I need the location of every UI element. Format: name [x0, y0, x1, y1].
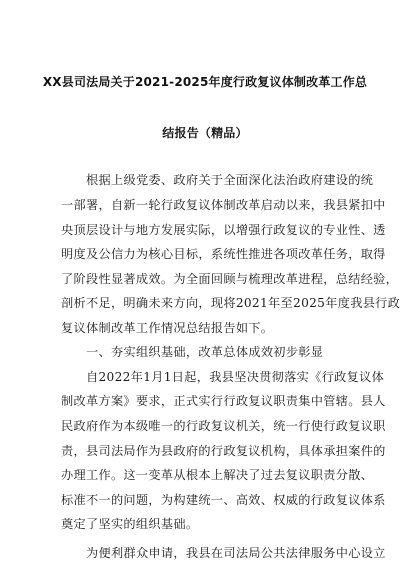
paragraph-line: 根据上级党委、政府关于全面深化法治政府建设的统	[86, 173, 374, 187]
paragraph-line: 复议体制改革工作情况总结报告如下。	[61, 321, 274, 335]
paragraph-line: 办理工作。这一变革从根本上解决了过去复议职责分散、	[61, 468, 374, 482]
document-title-line-2: 结报告（精品）	[162, 126, 248, 140]
paragraph-line: 奠定了坚实的组织基础。	[61, 517, 199, 531]
paragraph-line: 民政府作为本级唯一的行政复议机关，统一行使行政复议职	[61, 419, 386, 433]
paragraph-line: 了阶段性显著成效。为全面回顾与梳理改革进程，总结经验，	[61, 272, 399, 286]
paragraph-line: 为便利群众申请，我县在司法局公共法律服务中心设立	[86, 546, 386, 560]
paragraph-line: 制改革方案》要求，正式实行行政复议职责集中管辖。县人	[61, 394, 386, 408]
document-title-line-1: XX县司法局关于2021-2025年度行政复议体制改革工作总	[42, 75, 368, 89]
paragraph-line: 明度及公信力为核心目标，系统性推进各项改革任务，取得	[61, 247, 386, 261]
paragraph-line: 央顶层设计与地方发展实际，以增强行政复议的专业性、透	[61, 223, 386, 237]
paragraph-line: 自2022年1月1日起，我县坚决贯彻落实《行政复议体	[86, 370, 385, 384]
paragraph-line: 一部署，自新一轮行政复议体制改革启动以来，我县紧扣中	[61, 198, 386, 212]
paragraph-line: 剖析不足，明确未来方向，现将2021年至2025年度我县行政	[61, 296, 401, 310]
paragraph-line: 标准不一的问题，为构建统一、高效、权威的行政复议体系	[61, 493, 386, 507]
paragraph-line: 责，县司法局作为县政府的行政复议机构，具体承担案件的	[61, 444, 386, 458]
section-heading: 一、夯实组织基础，改革总体成效初步彰显	[86, 345, 324, 359]
